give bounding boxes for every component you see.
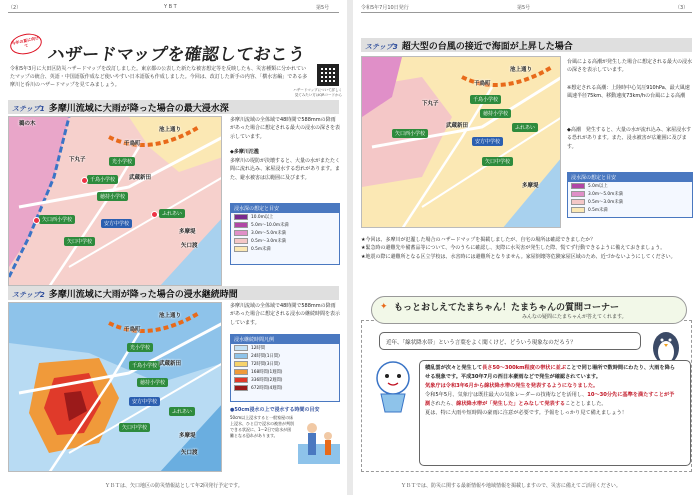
legend-row <box>231 384 339 392</box>
legend-row <box>231 376 339 384</box>
legend-label: 672時間(4週間) <box>251 386 283 391</box>
child-body <box>325 440 331 455</box>
step3-legend-title: 浸水深の想定と目安 <box>568 173 692 182</box>
right-footer: ＹＢＴでは、防災に関する最新情報や地域情報を掲載しますので、災害に備えてご活用ください。 <box>401 483 621 489</box>
step1-tag: ステップ1 <box>12 105 45 113</box>
header-rule <box>361 12 692 13</box>
answer-part: 10～30分先に基準を満たすことが予測 <box>425 392 675 408</box>
label-yasukata-jhs: 安方中学校 <box>129 397 160 406</box>
step3-legend <box>567 172 693 218</box>
legend-swatch <box>234 385 248 391</box>
step2-description: 多摩川流域の全体域で48時間で588mmの降雨があった場合に想定される浸水の継続時間を表示しています。 <box>230 303 340 326</box>
qr-caption: ハザードマップについて詳しく見てみたい方はQRコードから <box>293 88 342 97</box>
legend-row <box>231 368 339 376</box>
person-head <box>307 423 317 433</box>
answer-part: 夏は、特に大雨や短時間の豪雨に注意が必要です。予報をしっかり見て備えましょう！ <box>425 410 627 417</box>
legend-swatch <box>234 214 248 220</box>
step1-legend-rows <box>231 213 339 253</box>
note-item: ★緊急時の避難先や備蓄品等について、今のうちに確認し、実際に水災害が発生した際、慌てず行動できるように備えておきましょう。 <box>361 245 666 252</box>
legend-row <box>231 237 339 245</box>
answer-part: 積乱雲が次々と発生して <box>425 365 483 371</box>
label-fureai: ふれあい <box>169 407 195 416</box>
legend-label: 168時間(1週間) <box>251 370 283 375</box>
legend-swatch <box>234 230 248 236</box>
legend-swatch <box>571 191 585 197</box>
child-head <box>324 432 332 440</box>
step2-caption-text: 50cm以上浸水すると一般家屋の床上浸水、ひと目で浸水の被害が判別できる状況に、1～2日で給水が困難となる恐れがあります。 <box>230 415 294 438</box>
sparkle-icon: ✦ <box>380 302 388 312</box>
left-footer: ＹＢＴは、矢口地区の防災情報誌として年2回発行予定です。 <box>105 483 243 489</box>
place-ikegami: 池上通り <box>510 67 533 73</box>
label-fureai: ふれあい <box>512 123 538 132</box>
step2-legend <box>230 334 340 402</box>
legend-label: 336時間(2週間) <box>251 378 283 383</box>
label-fureai: ふれあい <box>159 209 185 218</box>
legend-swatch <box>234 361 248 367</box>
legend-label: 0.5m～3.0m未満 <box>251 239 286 244</box>
page-number-right: （3） <box>675 5 689 11</box>
legend-swatch <box>234 238 248 244</box>
place-tamatsutsumi: 多摩堤 <box>179 433 196 439</box>
label-tokumochi-elementary: 徳持小学校 <box>97 192 128 201</box>
legend-swatch <box>234 246 248 252</box>
step1-subtext: 多摩川の堤防が決壊すると、大量の水がまたたく間に流れ込み、家屋浸水する恐れがあります。また、避水被害は広範囲に及びます。 <box>230 158 341 181</box>
legend-row <box>231 213 339 221</box>
label-yaguchi-jhs: 矢口中学校 <box>482 157 513 166</box>
right-page <box>353 0 700 495</box>
header-issue-right: 第5号 <box>517 5 531 11</box>
legend-label: 24時間(1日間) <box>251 354 280 359</box>
legend-label: 5.0m以上 <box>588 184 608 189</box>
place-chidoricho: 千鳥町 <box>124 141 141 147</box>
step1-map-svg <box>9 117 222 286</box>
place-unoki: 鵜の木 <box>19 121 36 127</box>
label-yaguchinishi-elementary: 矢口西小学校 <box>39 215 75 224</box>
place-ikegami: 池上通り <box>159 313 182 319</box>
place-tamatsutsumi: 多摩堤 <box>522 183 539 189</box>
legend-label: 0.5m～3.0m未満 <box>588 200 623 205</box>
place-musashinitta: 武蔵新田 <box>129 175 152 181</box>
penguin-eye <box>661 339 664 342</box>
legend-row <box>568 198 692 206</box>
legend-label: 10.0m以上 <box>251 215 274 220</box>
water-level <box>298 444 340 464</box>
label-hikari-elementary: 光小学校 <box>127 343 153 352</box>
legend-label: 3.0m～5.0m未満 <box>251 231 286 236</box>
step3-heading <box>365 39 573 52</box>
place-shimomaruko: 下丸子 <box>422 101 439 107</box>
step3-map-svg <box>362 57 561 228</box>
place-musashinitta: 武蔵新田 <box>159 361 182 367</box>
step3-tag: ステップ3 <box>365 43 398 51</box>
legend-swatch <box>571 183 585 189</box>
step3-legend-rows <box>568 182 692 214</box>
place-musashinitta: 武蔵新田 <box>446 123 469 129</box>
label-yaguchinishi-elementary: 矢口西小学校 <box>392 129 428 138</box>
legend-label: 72時間(3日間) <box>251 362 280 367</box>
page-number-left: （2） <box>8 5 22 11</box>
place-ikegami: 池上通り <box>159 127 182 133</box>
step1-legend-title: 浸水深の想定と目安 <box>231 204 339 213</box>
mascot-body <box>381 394 405 412</box>
school-pin <box>33 217 40 224</box>
label-yaguchi-jhs: 矢口中学校 <box>64 237 95 246</box>
mascot-eye <box>397 374 401 378</box>
label-hikari-elementary: 光小学校 <box>109 157 135 166</box>
step3-warning: ◆高潮 発生すると、大量の水が流れ込み、家屋浸水する恐れがあります。また、浸水被害が広範囲に及びます。 <box>567 127 692 150</box>
place-tamatsutsumi: 多摩堤 <box>179 229 196 235</box>
penguin-eye <box>669 339 672 342</box>
label-yaguchi-jhs: 矢口中学校 <box>119 423 150 432</box>
school-pin <box>151 211 158 218</box>
answer-part: されたら、 <box>430 401 457 408</box>
legend-swatch <box>234 345 248 351</box>
legend-row <box>568 190 692 198</box>
legend-row <box>568 206 692 214</box>
legend-swatch <box>571 199 585 205</box>
mascot-eye <box>385 374 389 378</box>
label-tokumochi-elementary: 徳持小学校 <box>137 378 168 387</box>
left-page <box>0 0 347 495</box>
notes-list <box>361 236 693 261</box>
step1-map[interactable] <box>8 116 222 286</box>
legend-swatch <box>234 369 248 375</box>
legend-swatch <box>571 207 585 213</box>
step1-description: 多摩川流域の全体域で48時間で588mmの降雨があった場合に想定される最大の浸水の深さを表示しています。 <box>230 117 340 140</box>
answer-part: 長さ50～300km程度の帯状に並ぶ <box>482 365 567 371</box>
label-chidori-elementary: 千鳥小学校 <box>470 95 501 104</box>
answer-part: こととしました。 <box>565 401 607 408</box>
step2-title: 多摩川流域に大雨が降った場合の浸水継続時間 <box>48 290 238 300</box>
label-yasukata-jhs: 安方中学校 <box>101 219 132 228</box>
qa-subtitle: みんなの疑問にたまちゃんが答えてくれます。 <box>522 314 627 320</box>
note-item: ★地震の際に避難所となる区立学校は、水害時には避難所となりません。家屋倒壊等危険家屋区域のため、近づかないようにしてください。 <box>361 253 676 260</box>
legend-swatch <box>234 377 248 383</box>
legend-label: 0.5m未満 <box>251 247 271 252</box>
legend-swatch <box>234 222 248 228</box>
step2-heading <box>12 287 238 300</box>
step2-tag: ステップ2 <box>12 291 45 299</box>
flood-illustration-icon <box>298 414 340 464</box>
step1-heading <box>12 101 229 114</box>
label-yasukata-jhs: 安方中学校 <box>472 137 503 146</box>
qa-title: もっとおしえてたまちゃん！たまちゃんの質問コーナー <box>394 303 620 313</box>
qr-code-icon[interactable] <box>317 64 339 86</box>
legend-label: 12時間 <box>251 346 266 351</box>
step3-map[interactable] <box>361 56 561 228</box>
answer-part: 令和5年5月、気象庁は既往最大の気象レーダーの技術などを活用し、 <box>425 392 588 399</box>
tama-chan-mascot-icon <box>371 358 415 414</box>
header-rule <box>8 12 339 13</box>
header-issue: 第5号 <box>316 5 330 11</box>
question-bubble <box>379 332 641 350</box>
legend-row <box>231 360 339 368</box>
legend-label: 0.5m未満 <box>588 208 608 213</box>
step1-legend <box>230 203 340 265</box>
summer-badge: 今年の夏に向けて <box>8 31 43 57</box>
intro-text: 令和5年3月に大田区防災ハザードマップを改訂しました。東京都の公表した新たな被害想定等を反映したも、災害種類に分かれていたマップの統合、英語・中国語版作成など使いやすい日本語版も作成しました。今回は、改訂した新手の内容、「横水害編」である多摩川と呑川のハザードマップを見てみましょう。 <box>10 66 308 88</box>
legend-swatch <box>234 353 248 359</box>
place-chidoricho: 千鳥町 <box>124 327 141 333</box>
answer-text <box>425 364 677 419</box>
place-yaguchinowatashi: 矢口渡 <box>181 450 198 456</box>
question-text: 近年、「線状降水帯」という言葉をよく聞くけど、どういう現象なのだろう？ <box>386 340 576 346</box>
answer-part: ことで同じ場所で数時間にわたり、大雨を降らせる現象です。平成30年7月の西日本豪雨などで発生が確認されています。 <box>425 365 675 381</box>
header-brand: Y B T <box>164 4 177 10</box>
answer-part: 気象庁は令和3年6月から線状降水帯の発生を発表するようになりました。 <box>425 383 599 390</box>
step3-assumption: ※想定される高潮：上陸時中心気圧910hPa、最大風速風速半径75km、移動速度73km/hの台風による高潮 <box>567 85 690 100</box>
place-shimomaruko: 下丸子 <box>69 157 86 163</box>
legend-row <box>231 229 339 237</box>
header-date: 令和5年7月10日発行 <box>361 5 409 11</box>
step2-legend-title: 浸水継続時間凡例 <box>231 335 339 344</box>
answer-part: 線状降水帯が「発生した」とみなして発表する <box>456 401 566 408</box>
label-chidori-elementary: 千鳥小学校 <box>87 175 118 184</box>
place-yaguchinowatashi: 矢口渡 <box>181 243 198 249</box>
legend-row <box>231 352 339 360</box>
step3-description: 台風による高潮が発生した場合に想定される最大の浸水の深さを表示しています。 <box>567 59 693 74</box>
step2-legend-rows <box>231 344 339 392</box>
step1-title: 多摩川流域に大雨が降った場合の最大浸水深 <box>48 104 229 114</box>
note-item: ★今回は、多摩川が氾濫した場合のハザードマップを掲載しましたが、自宅の場所は確認できましたか？ <box>361 237 596 243</box>
step1-subhead: ◆多摩川氾濫 <box>230 149 259 155</box>
school-pin <box>81 177 88 184</box>
legend-row <box>568 182 692 190</box>
mascot-head <box>377 362 409 394</box>
legend-row <box>231 344 339 352</box>
legend-row <box>231 221 339 229</box>
label-chidori-elementary: 千鳥小学校 <box>129 361 160 370</box>
legend-label: 3.0m～5.0m未満 <box>588 192 623 197</box>
step2-map-svg <box>9 303 222 472</box>
step2-caption: ●50cm浸水の上で浸水する時間の目安 <box>230 407 320 413</box>
main-title: ハザードマップを確認しておこう <box>46 45 307 65</box>
step3-title: 超大型の台風の接近で海面が上昇した場合 <box>401 42 573 52</box>
legend-row <box>231 245 339 253</box>
legend-label: 5.0m～10.0m未満 <box>251 223 289 228</box>
qa-banner <box>371 296 687 324</box>
person-body <box>308 433 316 455</box>
step2-map[interactable] <box>8 302 222 472</box>
place-chidoricho: 千鳥町 <box>474 81 491 87</box>
label-tokumochi-elementary: 徳持小学校 <box>480 109 511 118</box>
